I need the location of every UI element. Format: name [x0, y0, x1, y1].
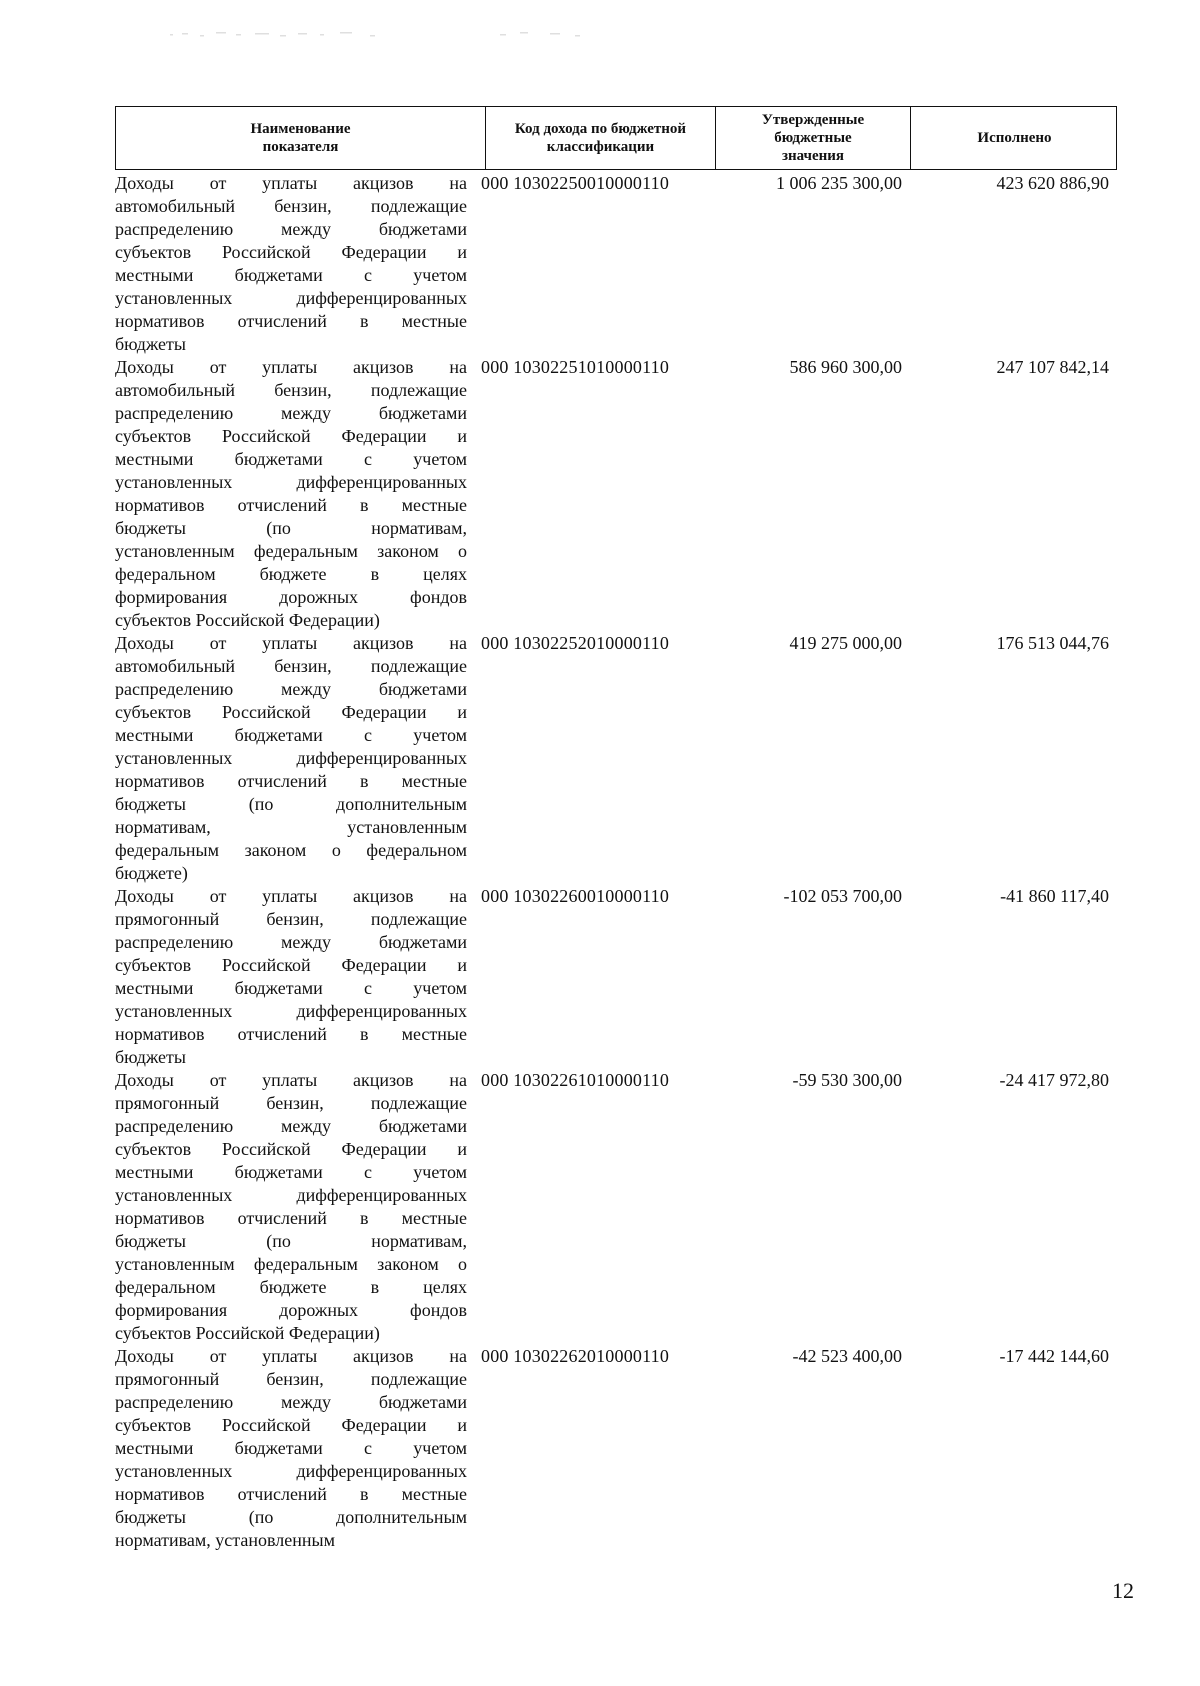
indicator-name-line: прямогонный бензин, подлежащие [115, 1369, 467, 1389]
row-executed-value: 247 107 842,14 [996, 357, 1109, 377]
row-income-code: 000 10302262010000110 [481, 1346, 670, 1366]
row-income-code: 000 10302252010000110 [481, 633, 670, 653]
row-indicator-name [115, 885, 475, 1069]
indicator-name-line: формирования дорожных фондов [115, 1300, 467, 1320]
row-indicator-name [115, 172, 475, 356]
indicator-name-line: нормативам, установленным [115, 1530, 335, 1550]
row-executed-value: 423 620 886,90 [996, 173, 1109, 193]
indicator-name-line: нормативов отчислений в местные [115, 1484, 467, 1504]
indicator-name-line: бюджеты (по дополнительным [115, 794, 467, 814]
indicator-name-line: установленным федеральным законом о [115, 541, 467, 561]
header-name: Наименование показателя [116, 107, 486, 169]
indicator-name-line: субъектов Российской Федерации) [115, 610, 380, 630]
row-approved-value: 586 960 300,00 [789, 357, 902, 377]
indicator-name-line: бюджеты (по дополнительным [115, 1507, 467, 1527]
indicator-name-line: распределению между бюджетами [115, 403, 467, 423]
table-row [115, 172, 1117, 356]
table-row [115, 1069, 1117, 1345]
row-income-code: 000 10302251010000110 [481, 357, 670, 377]
indicator-name-line: установленных дифференцированных [115, 748, 467, 768]
indicator-name-line: местными бюджетами с учетом [115, 265, 467, 285]
indicator-name-line: местными бюджетами с учетом [115, 1438, 467, 1458]
indicator-name-line: бюджеты (по нормативам, [115, 1231, 467, 1251]
indicator-name-line: установленным федеральным законом о [115, 1254, 467, 1274]
indicator-name-line: местными бюджетами с учетом [115, 449, 467, 469]
indicator-name-line: Доходы от уплаты акцизов на [115, 357, 467, 377]
indicator-name-line: федеральным законом о федеральном [115, 840, 467, 860]
indicator-name-line: субъектов Российской Федерации и [115, 955, 467, 975]
indicator-name-line: субъектов Российской Федерации и [115, 1415, 467, 1435]
indicator-name-line: прямогонный бензин, подлежащие [115, 909, 467, 929]
row-executed-value: 176 513 044,76 [996, 633, 1109, 653]
indicator-name-line: местными бюджетами с учетом [115, 1162, 467, 1182]
indicator-name-line: распределению между бюджетами [115, 1392, 467, 1412]
indicator-name-line: установленных дифференцированных [115, 1461, 467, 1481]
indicator-name-line: федеральном бюджете в целях [115, 1277, 467, 1297]
indicator-name-line: нормативов отчислений в местные [115, 1208, 467, 1228]
indicator-name-line: установленных дифференцированных [115, 1185, 467, 1205]
indicator-name-line: местными бюджетами с учетом [115, 725, 467, 745]
indicator-name-line: формирования дорожных фондов [115, 587, 467, 607]
indicator-name-line: федеральном бюджете в целях [115, 564, 467, 584]
indicator-name-line: Доходы от уплаты акцизов на [115, 886, 467, 906]
indicator-name-line: нормативов отчислений в местные [115, 771, 467, 791]
indicator-name-line: субъектов Российской Федерации) [115, 1323, 380, 1343]
indicator-name-line: распределению между бюджетами [115, 219, 467, 239]
indicator-name-line: автомобильный бензин, подлежащие [115, 380, 467, 400]
row-approved-value: -42 523 400,00 [792, 1346, 902, 1366]
indicator-name-line: субъектов Российской Федерации и [115, 702, 467, 722]
header-code: Код дохода по бюджетной классификации [486, 107, 716, 169]
row-executed-value: -17 442 144,60 [999, 1346, 1109, 1366]
indicator-name-line: автомобильный бензин, подлежащие [115, 656, 467, 676]
indicator-name-line: установленных дифференцированных [115, 288, 467, 308]
row-approved-value: 1 006 235 300,00 [776, 173, 902, 193]
indicator-name-line: местными бюджетами с учетом [115, 978, 467, 998]
row-income-code: 000 10302250010000110 [481, 173, 670, 193]
table-body [115, 172, 1117, 1552]
indicator-name-line: субъектов Российской Федерации и [115, 426, 467, 446]
indicator-name-line: субъектов Российской Федерации и [115, 242, 467, 262]
row-income-code: 000 10302261010000110 [481, 1070, 670, 1090]
indicator-name-line: установленных дифференцированных [115, 472, 467, 492]
indicator-name-line: прямогонный бензин, подлежащие [115, 1093, 467, 1113]
scan-artifact [170, 28, 670, 42]
table-row [115, 356, 1117, 632]
table-row [115, 1345, 1117, 1552]
row-approved-value: 419 275 000,00 [789, 633, 902, 653]
indicator-name-line: Доходы от уплаты акцизов на [115, 633, 467, 653]
indicator-name-line: Доходы от уплаты акцизов на [115, 1070, 467, 1090]
row-indicator-name [115, 1345, 475, 1552]
row-executed-value: -24 417 972,80 [999, 1070, 1109, 1090]
indicator-name-line: бюджете) [115, 863, 188, 883]
indicator-name-line: автомобильный бензин, подлежащие [115, 196, 467, 216]
row-indicator-name [115, 356, 475, 632]
header-approved: Утвержденные бюджетные значения [716, 107, 911, 169]
table-row [115, 885, 1117, 1069]
indicator-name-line: распределению между бюджетами [115, 932, 467, 952]
indicator-name-line: Доходы от уплаты акцизов на [115, 173, 467, 193]
indicator-name-line: нормативов отчислений в местные [115, 1024, 467, 1044]
indicator-name-line: установленных дифференцированных [115, 1001, 467, 1021]
indicator-name-line: бюджеты [115, 334, 186, 354]
row-indicator-name [115, 1069, 475, 1345]
indicator-name-line: распределению между бюджетами [115, 679, 467, 699]
row-approved-value: -102 053 700,00 [783, 886, 902, 906]
page-number: 12 [1112, 1578, 1134, 1603]
indicator-name-line: нормативам, установленным [115, 817, 467, 837]
row-indicator-name [115, 632, 475, 885]
row-approved-value: -59 530 300,00 [792, 1070, 902, 1090]
indicator-name-line: нормативов отчислений в местные [115, 495, 467, 515]
indicator-name-line: субъектов Российской Федерации и [115, 1139, 467, 1159]
row-executed-value: -41 860 117,40 [1000, 886, 1109, 906]
table-header [115, 106, 1117, 170]
indicator-name-line: распределению между бюджетами [115, 1116, 467, 1136]
indicator-name-line: бюджеты (по нормативам, [115, 518, 467, 538]
header-executed: Исполнено [977, 130, 1052, 146]
indicator-name-line: нормативов отчислений в местные [115, 311, 467, 331]
indicator-name-line: бюджеты [115, 1047, 186, 1067]
row-income-code: 000 10302260010000110 [481, 886, 670, 906]
table-row [115, 632, 1117, 885]
indicator-name-line: Доходы от уплаты акцизов на [115, 1346, 467, 1366]
